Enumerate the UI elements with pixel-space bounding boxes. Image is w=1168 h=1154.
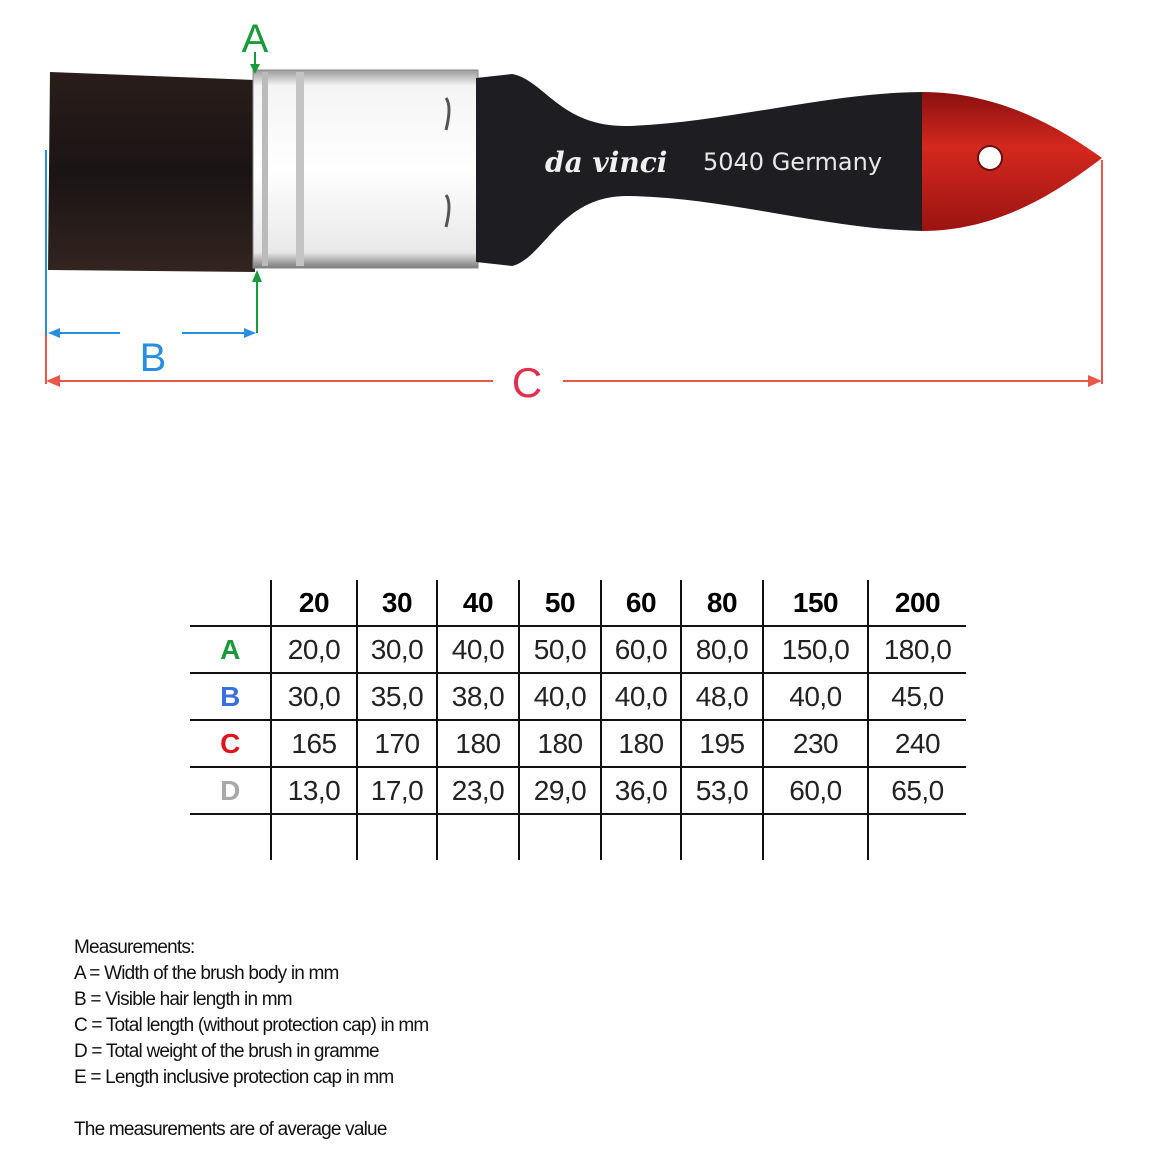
brush-handle-tip [922,92,1102,231]
empty-cell [763,814,868,860]
table-cell: 40,0 [763,673,868,720]
table-cell: 180,0 [868,626,966,673]
table-cell: 180 [601,720,681,767]
notes-heading: Measurements: [74,937,195,958]
header-size: 80 [681,580,763,626]
empty-cell [437,814,519,860]
size-table [190,580,966,860]
brush-diagram [0,0,1168,420]
table-cell: 60,0 [763,767,868,814]
header-size: 150 [763,580,868,626]
table-cell: 40,0 [519,673,601,720]
header-size: 60 [601,580,681,626]
empty-cell [271,814,357,860]
table-cell: 17,0 [357,767,437,814]
dimension-a-label: A [241,17,269,61]
table-row [190,673,966,720]
table-cell: 80,0 [681,626,763,673]
table-row [190,767,966,814]
header-size: 20 [271,580,357,626]
empty-cell [519,814,601,860]
table-cell: 150,0 [763,626,868,673]
empty-cell [357,814,437,860]
note-line: D = Total weight of the brush in gramme [74,1041,379,1062]
table-cell: 30,0 [271,673,357,720]
table-cell: 29,0 [519,767,601,814]
row-label: C [190,720,271,767]
table-cell: 53,0 [681,767,763,814]
header-size: 30 [357,580,437,626]
table-row [190,626,966,673]
table-cell: 65,0 [868,767,966,814]
table-cell: 40,0 [437,626,519,673]
table-cell: 45,0 [868,673,966,720]
row-label: D [190,767,271,814]
empty-cell [601,814,681,860]
header-size: 200 [868,580,966,626]
table-cell: 60,0 [601,626,681,673]
model-label: 5040 Germany [703,148,883,176]
table-cell: 240 [868,720,966,767]
table-cell: 30,0 [357,626,437,673]
table-cell: 38,0 [437,673,519,720]
empty-cell [681,814,763,860]
table-cell: 36,0 [601,767,681,814]
table-cell: 230 [763,720,868,767]
table-cell: 195 [681,720,763,767]
header-size: 40 [437,580,519,626]
hanging-hole [978,146,1002,170]
table-cell: 50,0 [519,626,601,673]
brush-hair [48,72,255,272]
table-cell: 23,0 [437,767,519,814]
header-size: 50 [519,580,601,626]
table-cell: 165 [271,720,357,767]
row-label: B [190,673,271,720]
table-cell: 40,0 [601,673,681,720]
brush-ferrule [253,70,478,268]
table-cell: 20,0 [271,626,357,673]
table-cell: 48,0 [681,673,763,720]
dimension-b-label: B [139,336,167,380]
table-cell: 35,0 [357,673,437,720]
notes-footer: The measurements are of average value [74,1119,387,1140]
table-cell: 13,0 [271,767,357,814]
table-cell: 170 [357,720,437,767]
note-line: E = Length inclusive protection cap in mm [74,1067,394,1088]
brand-logo: da vinci [545,146,668,179]
table-header-row [190,580,966,626]
empty-cell [190,814,271,860]
dimension-c-label: C [511,359,543,406]
note-line: A = Width of the brush body in mm [74,963,339,984]
measurements-notes [74,935,428,1143]
empty-cell [868,814,966,860]
row-label: A [190,626,271,673]
table-cell: 180 [437,720,519,767]
table-row [190,720,966,767]
note-line: B = Visible hair length in mm [74,989,292,1010]
table-cell: 180 [519,720,601,767]
empty-row [190,814,966,860]
note-line: C = Total length (without protection cap) in mm [74,1015,429,1036]
